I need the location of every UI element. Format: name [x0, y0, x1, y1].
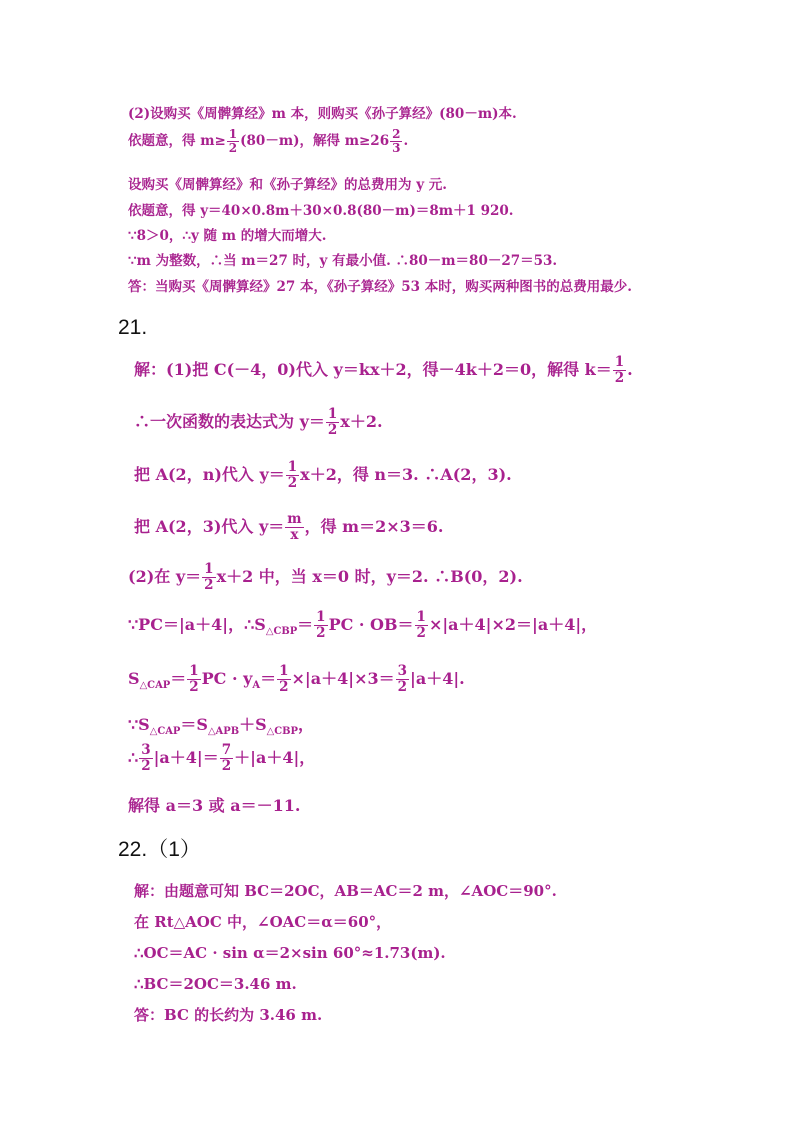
fraction: [139, 743, 152, 774]
fraction-denominator: 2: [204, 576, 214, 593]
fraction-numerator: 1: [614, 354, 625, 370]
fraction-denominator: 2: [228, 141, 238, 156]
fraction-numerator: 1: [279, 663, 289, 679]
fraction-denominator: 2: [397, 678, 408, 695]
q21-line-2: [134, 407, 383, 438]
q20-line-1: (2)设购买《周髀算经》m 本，则购买《孙子算经》(80－m)本.: [128, 106, 517, 122]
fraction-numerator: 3: [141, 742, 151, 758]
fraction: [396, 664, 409, 695]
q21-l9-text-a: ∴: [128, 747, 139, 767]
fraction: [390, 128, 402, 155]
q22-line-3: ∴OC＝AC · sin α＝2×sin 60°≈1.73(m).: [134, 944, 446, 962]
q21-l8-text-c: ＋S: [239, 715, 267, 734]
fraction-numerator: 7: [221, 742, 232, 758]
q20-l2-text-a: 依题意，得 m≥: [128, 133, 226, 150]
q21-l8-text-b: ＝S: [180, 715, 208, 734]
fraction-numerator: 1: [287, 459, 298, 475]
question-21-number: 21.: [118, 316, 148, 339]
q21-l3-text-b: x＋2，得 n＝3. ∴A(2，3).: [300, 464, 512, 484]
fraction-numerator: 3: [397, 663, 408, 679]
q21-l3-text-a: 把 A(2，n)代入 y＝: [134, 464, 285, 484]
fraction-denominator: 2: [316, 624, 326, 641]
q20-l2-text-c: .: [403, 133, 409, 150]
fraction-numerator: 1: [327, 406, 338, 422]
question-22-number: 22.（1）: [118, 838, 201, 861]
fraction-numerator: 1: [189, 663, 199, 679]
q21-l5-text-b: x＋2 中，当 x＝0 时，y＝2. ∴B(0，2).: [216, 566, 523, 586]
q20-line-4: 依题意，得 y＝40×0.8m＋30×0.8(80－m)＝8m＋1 920.: [128, 203, 514, 219]
q21-l7-text-a: S: [128, 668, 140, 688]
fraction-numerator: 1: [416, 609, 426, 625]
fraction-denominator: 2: [221, 757, 232, 774]
q21-l2-text-b: x＋2.: [340, 411, 383, 431]
fraction-denominator: 2: [614, 369, 625, 386]
fraction-numerator: 2: [392, 127, 401, 141]
q21-line-4: [134, 512, 443, 543]
fraction: [314, 610, 327, 641]
fraction: [286, 460, 299, 491]
q21-line-6: [128, 610, 597, 641]
q21-line-8: [128, 712, 314, 737]
subscript: A: [252, 680, 261, 692]
q21-l8-text-d: ，: [297, 715, 314, 734]
fraction-denominator: 2: [141, 757, 151, 774]
q22-line-5: 答：BC 的长约为 3.46 m.: [134, 1006, 323, 1024]
q22-line-1: 解：由题意可知 BC＝2OC，AB＝AC＝2 m，∠AOC＝90°.: [134, 882, 557, 900]
q22-line-2: 在 Rt△AOC 中，∠OAC＝α＝60°，: [134, 913, 392, 931]
q20-line-6: ∵m 为整数，∴当 m＝27 时，y 有最小值. ∴80－m＝80－27＝53.: [128, 253, 558, 269]
fraction: [277, 664, 290, 695]
fraction-denominator: 2: [287, 474, 298, 491]
q21-l7-text-d: ＝: [260, 668, 277, 688]
q21-l8-text-a: ∵S: [128, 715, 150, 734]
fraction-denominator: 2: [327, 421, 338, 438]
subscript: △CBP: [266, 726, 298, 738]
fraction-denominator: 2: [189, 678, 199, 695]
subscript: △CAP: [139, 680, 171, 692]
fraction-denominator: 2: [416, 624, 426, 641]
fraction: [415, 610, 428, 641]
subscript: △APB: [207, 726, 240, 738]
q22-line-4: ∴BC＝2OC＝3.46 m.: [134, 975, 297, 993]
q20-line-2: [128, 128, 408, 155]
q20-line-7: 答：当购买《周髀算经》27 本，《孙子算经》53 本时，购买两种图书的总费用最少.: [128, 279, 632, 295]
fraction-denominator: 3: [392, 141, 401, 156]
subscript: △CAP: [149, 726, 181, 738]
q20-line-5: ∵8＞0，∴y 随 m 的增大而增大.: [128, 228, 327, 244]
q21-l7-text-c: PC · y: [201, 668, 253, 688]
q21-l4-text-a: 把 A(2，3)代入 y＝: [134, 516, 285, 536]
fraction: [202, 562, 215, 593]
q21-l4-text-b: ，得 m＝2×3＝6.: [304, 516, 444, 536]
q21-l7-text-b: ＝: [170, 668, 187, 688]
q21-l6-text-c: PC · OB＝: [328, 614, 414, 634]
q21-l5-text-a: (2)在 y＝: [128, 566, 202, 586]
q20-line-3: 设购买《周髀算经》和《孙子算经》的总费用为 y 元.: [128, 177, 447, 193]
q21-line-7: [128, 664, 465, 695]
fraction-numerator: 1: [316, 609, 326, 625]
subscript: △CBP: [265, 626, 298, 638]
fraction: [613, 355, 626, 386]
q21-l9-text-c: ＋|a＋4|，: [234, 747, 316, 767]
q21-l6-text-a: ∵PC＝|a＋4|，∴S: [128, 614, 266, 634]
q21-l2-text-a: ∴一次函数的表达式为 y＝: [134, 411, 325, 431]
q21-l1-text-b: .: [627, 359, 633, 379]
q21-l6-text-b: ＝: [297, 614, 314, 634]
fraction: [227, 128, 239, 155]
fraction-numerator: 1: [204, 561, 214, 577]
q21-l7-text-e: ×|a＋4|×3＝: [291, 668, 395, 688]
q21-line-10: 解得 a＝3 或 a＝－11.: [128, 796, 301, 815]
fraction: [220, 743, 233, 774]
fraction-denominator: x: [290, 526, 299, 543]
q21-line-1: [134, 355, 633, 386]
q21-line-5: [128, 562, 523, 593]
q21-l6-text-d: ×|a＋4|×2＝|a＋4|，: [428, 614, 598, 634]
fraction: [285, 512, 303, 543]
q21-l7-text-f: |a＋4|.: [410, 668, 465, 688]
fraction: [187, 664, 200, 695]
q21-l9-text-b: |a＋4|＝: [153, 747, 219, 767]
q21-line-9: [128, 743, 315, 774]
fraction-denominator: 2: [279, 678, 289, 695]
q21-line-3: [134, 460, 512, 491]
q20-l2-text-b: (80－m)，解得 m≥26: [240, 133, 390, 150]
fraction: [326, 407, 339, 438]
q21-l1-text-a: 解：(1)把 C(－4，0)代入 y＝kx＋2，得－4k＋2＝0，解得 k＝: [134, 359, 612, 379]
fraction-numerator: m: [287, 511, 302, 527]
fraction-numerator: 1: [228, 127, 238, 141]
